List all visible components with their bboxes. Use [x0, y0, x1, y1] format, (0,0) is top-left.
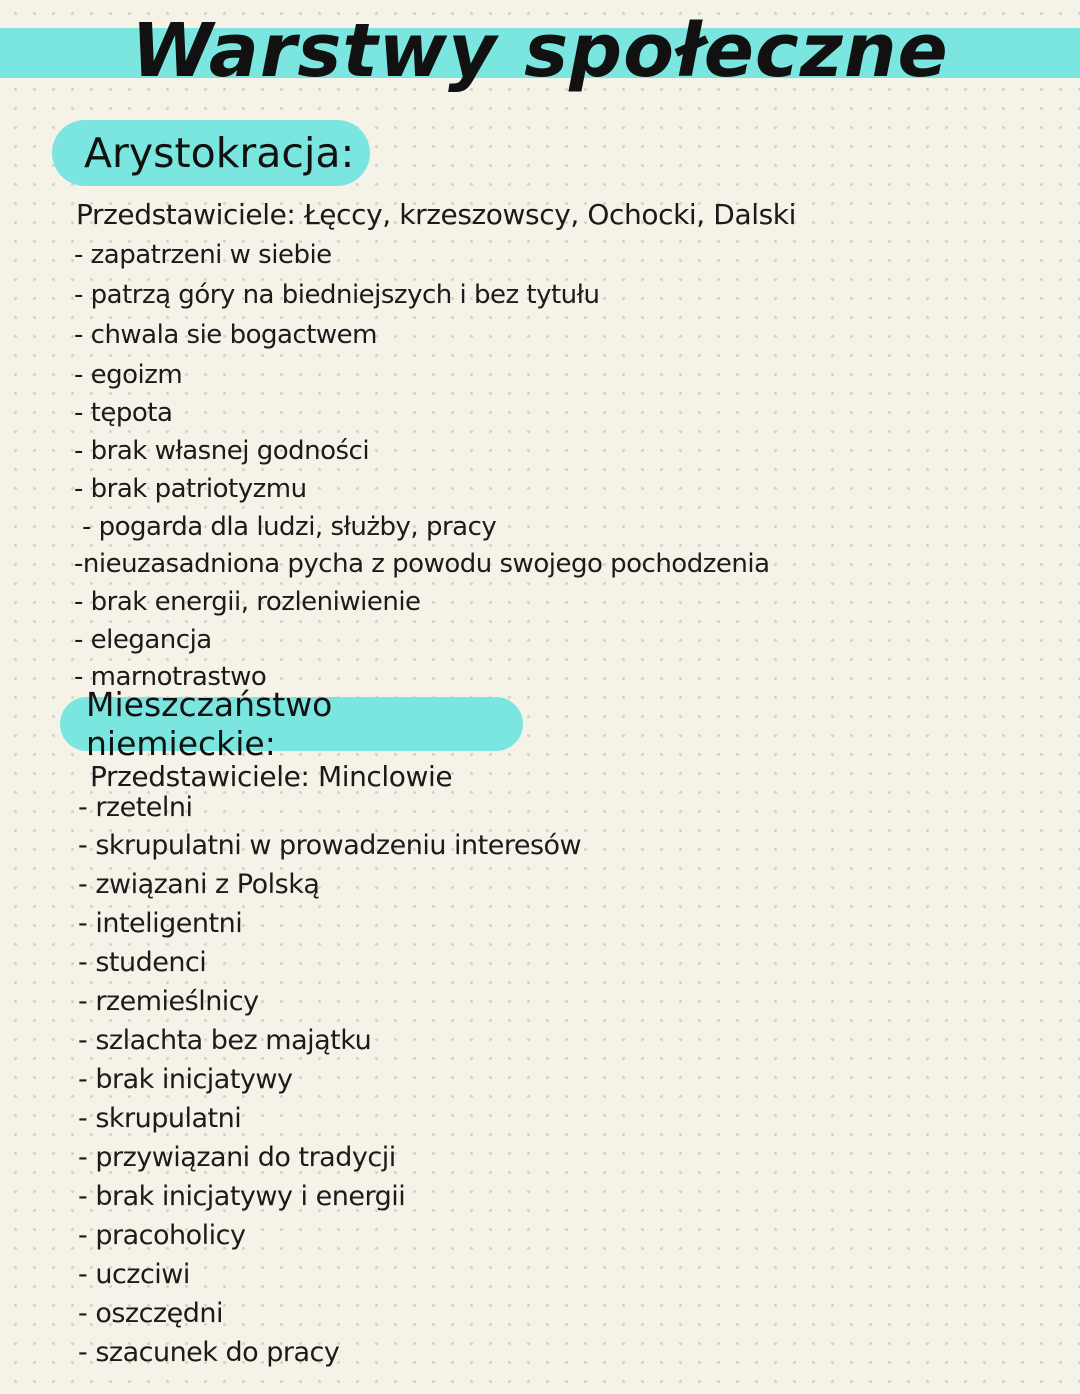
list-item: - tępota [74, 398, 173, 428]
list-item: - przywiązani do tradycji [78, 1142, 396, 1173]
representatives-mieszczanstwo: Przedstawiciele: Minclowie [90, 760, 453, 793]
list-item: - chwala sie bogactwem [74, 320, 377, 350]
list-item: - brak inicjatywy i energii [78, 1181, 406, 1212]
list-item: - inteligentni [78, 908, 243, 939]
list-item: - marnotrastwo [74, 662, 267, 692]
list-item: - skrupulatni w prowadzeniu interesów [78, 830, 582, 861]
section-heading-arystokracja: Arystokracja: [52, 120, 370, 186]
list-item: - zapatrzeni w siebie [74, 240, 332, 270]
representatives-arystokracja: Przedstawiciele: Łęccy, krzeszowscy, Ochocki, Dalski [76, 198, 796, 231]
list-item: - elegancja [74, 625, 212, 655]
list-item: - szlachta bez majątku [78, 1025, 372, 1056]
list-item: - uczciwi [78, 1259, 190, 1290]
list-item: - pracoholicy [78, 1220, 246, 1251]
list-item: - brak patriotyzmu [74, 474, 307, 504]
list-item: - egoizm [74, 360, 183, 390]
list-item: -nieuzasadniona pycha z powodu swojego pochodzenia [74, 549, 770, 579]
list-item: - brak inicjatywy [78, 1064, 293, 1095]
list-item: - rzetelni [78, 792, 193, 823]
list-item: - brak własnej godności [74, 436, 370, 466]
list-item: - szacunek do pracy [78, 1337, 340, 1368]
list-item: - oszczędni [78, 1298, 223, 1329]
list-item: - skrupulatni [78, 1103, 242, 1134]
list-item: - pogarda dla ludzi, służby, pracy [82, 512, 497, 542]
list-item: - brak energii, rozleniwienie [74, 587, 421, 617]
list-item: - rzemieślnicy [78, 986, 259, 1017]
list-item: - patrzą góry na biedniejszych i bez tytułu [74, 280, 600, 310]
section-heading-mieszczanstwo: Mieszczaństwo niemieckie: [60, 697, 523, 751]
list-item: - związani z Polską [78, 869, 320, 900]
page-title: Warstwy społeczne [131, 8, 949, 94]
list-item: - studenci [78, 947, 207, 978]
